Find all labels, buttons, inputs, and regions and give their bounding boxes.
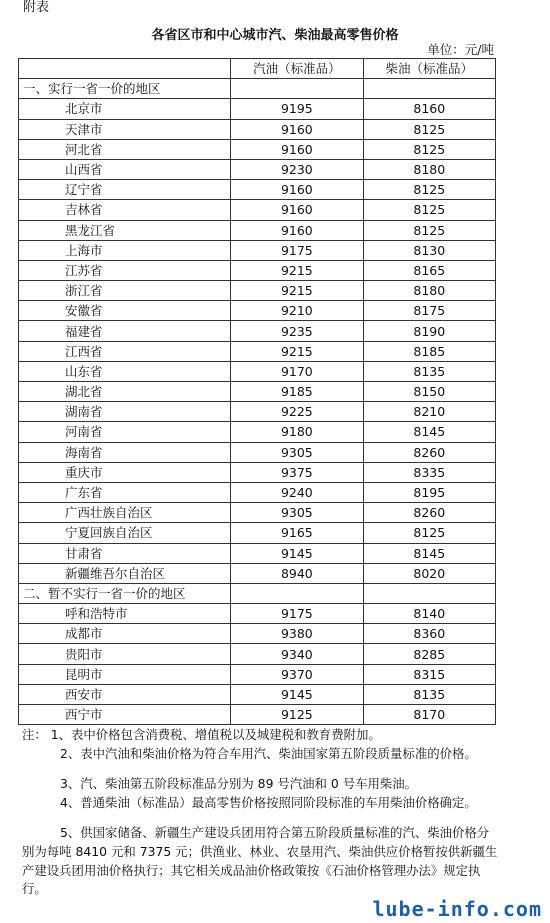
region-name-cell: 昆明市 [19,664,231,684]
table-row [19,503,496,523]
table-row [19,301,496,321]
table-row [19,523,496,543]
table-row [19,139,496,159]
gasoline-price-cell: 9195 [231,99,363,119]
gasoline-price-cell: 8940 [231,563,363,583]
table-row [19,664,496,684]
diesel-price-cell: 8165 [363,260,495,280]
region-name-cell: 湖南省 [19,402,231,422]
gasoline-price-cell: 9370 [231,664,363,684]
gasoline-price-cell: 9175 [231,604,363,624]
table-row [19,220,496,240]
region-name-cell: 山东省 [19,361,231,381]
region-name-cell: 呼和浩特市 [19,604,231,624]
price-table [18,58,496,725]
region-name-cell: 天津市 [19,119,231,139]
gasoline-price-cell: 9215 [231,341,363,361]
header-cell-diesel: 柴油（标准品） [363,59,495,79]
diesel-price-cell: 8125 [363,200,495,220]
note-3: 3、汽、柴油第五阶段标准品分别为 89 号汽油和 0 号车用柴油。 [60,776,418,792]
region-name-cell: 广东省 [19,482,231,502]
region-name-cell: 江苏省 [19,260,231,280]
table-row [19,684,496,704]
region-name-cell: 辽宁省 [19,180,231,200]
gasoline-price-cell: 9305 [231,503,363,523]
diesel-price-cell: 8020 [363,563,495,583]
empty-cell [363,583,495,603]
region-name-cell: 福建省 [19,321,231,341]
table-row [19,200,496,220]
note-2: 2、表中汽油和柴油价格为符合车用汽、柴油国家第五阶段质量标准的价格。 [60,745,477,761]
table-row [19,180,496,200]
gasoline-price-cell: 9380 [231,624,363,644]
table-row [19,382,496,402]
empty-cell [231,79,363,99]
diesel-price-cell: 8140 [363,604,495,624]
table-row [19,462,496,482]
table-row [19,644,496,664]
diesel-price-cell: 8195 [363,482,495,502]
gasoline-price-cell: 9160 [231,200,363,220]
table-row [19,119,496,139]
table-row [19,563,496,583]
table-row [19,159,496,179]
diesel-price-cell: 8125 [363,523,495,543]
gasoline-price-cell: 9375 [231,462,363,482]
diesel-price-cell: 8260 [363,503,495,523]
table-row [19,281,496,301]
table-section-row [19,79,496,99]
gasoline-price-cell: 9160 [231,119,363,139]
diesel-price-cell: 8135 [363,361,495,381]
region-name-cell: 新疆维吾尔自治区 [19,563,231,583]
notes-section [22,726,498,899]
region-name-cell: 北京市 [19,99,231,119]
gasoline-price-cell: 9180 [231,422,363,442]
note-1: 注： 1、表中价格包含消费税、增值税以及城建税和教育费附加。 [22,727,381,742]
gasoline-price-cell: 9175 [231,240,363,260]
diesel-price-cell: 8145 [363,543,495,563]
gasoline-price-cell: 9230 [231,159,363,179]
diesel-price-cell: 8160 [363,99,495,119]
region-name-cell: 河南省 [19,422,231,442]
note-4: 4、普通柴油（标准品）最高零售价格按照同阶段标准的车用柴油价格确定。 [60,794,477,810]
diesel-price-cell: 8125 [363,139,495,159]
diesel-price-cell: 8210 [363,402,495,422]
gasoline-price-cell: 9210 [231,301,363,321]
price-table-body [19,59,496,725]
region-name-cell: 西安市 [19,684,231,704]
empty-cell [363,79,495,99]
region-name-cell: 甘肃省 [19,543,231,563]
table-row [19,99,496,119]
table-row [19,705,496,725]
table-header-row [19,59,496,79]
watermark-logo: lube-info.com [372,897,542,921]
table-row [19,240,496,260]
gasoline-price-cell: 9215 [231,281,363,301]
gasoline-price-cell: 9160 [231,220,363,240]
region-name-cell: 广西壮族自治区 [19,503,231,523]
region-name-cell: 西宁市 [19,705,231,725]
table-row [19,543,496,563]
region-name-cell: 河北省 [19,139,231,159]
table-row [19,341,496,361]
diesel-price-cell: 8285 [363,644,495,664]
region-name-cell: 湖北省 [19,382,231,402]
table-row [19,361,496,381]
gasoline-price-cell: 9185 [231,382,363,402]
diesel-price-cell: 8135 [363,684,495,704]
region-name-cell: 上海市 [19,240,231,260]
gasoline-price-cell: 9235 [231,321,363,341]
table-row [19,624,496,644]
gasoline-price-cell: 9340 [231,644,363,664]
diesel-price-cell: 8125 [363,180,495,200]
gasoline-price-cell: 9145 [231,684,363,704]
diesel-price-cell: 8335 [363,462,495,482]
section-label: 二、暂不实行一省一价的地区 [19,583,231,603]
gasoline-price-cell: 9125 [231,705,363,725]
gasoline-price-cell: 9145 [231,543,363,563]
region-name-cell: 安徽省 [19,301,231,321]
table-row [19,604,496,624]
gasoline-price-cell: 9240 [231,482,363,502]
region-name-cell: 宁夏回族自治区 [19,523,231,543]
diesel-price-cell: 8150 [363,382,495,402]
table-row [19,422,496,442]
region-name-cell: 海南省 [19,442,231,462]
region-name-cell: 重庆市 [19,462,231,482]
appendix-label: 附表 [23,0,50,15]
diesel-price-cell: 8360 [363,624,495,644]
empty-cell [231,583,363,603]
table-row [19,260,496,280]
unit-label: 单位：元/吨 [427,42,494,57]
diesel-price-cell: 8180 [363,281,495,301]
region-name-cell: 山西省 [19,159,231,179]
diesel-price-cell: 8175 [363,301,495,321]
diesel-price-cell: 8170 [363,705,495,725]
section-label: 一、实行一省一价的地区 [19,79,231,99]
region-name-cell: 吉林省 [19,200,231,220]
diesel-price-cell: 8145 [363,422,495,442]
region-name-cell: 黑龙江省 [19,220,231,240]
gasoline-price-cell: 9165 [231,523,363,543]
region-name-cell: 浙江省 [19,281,231,301]
region-name-cell: 江西省 [19,341,231,361]
document-title: 各省区市和中心城市汽、柴油最高零售价格 [151,28,399,43]
header-cell-gasoline: 汽油（标准品） [231,59,363,79]
diesel-price-cell: 8125 [363,119,495,139]
diesel-price-cell: 8125 [363,220,495,240]
gasoline-price-cell: 9160 [231,180,363,200]
table-row [19,321,496,341]
diesel-price-cell: 8260 [363,442,495,462]
note-5: 5、供国家储备、新疆生产建设兵团用符合第五阶段质量标准的汽、柴油价格分别为每吨 8410 元和 7375 元；供渔业、林业、农垦用汽、柴油供应价格暂按供新疆生产建设兵团用油价格执行；其它相关成品油价格政策按《石油价格管理办法》规定执行。 [22,825,498,897]
diesel-price-cell: 8315 [363,664,495,684]
gasoline-price-cell: 9215 [231,260,363,280]
gasoline-price-cell: 9170 [231,361,363,381]
table-row [19,442,496,462]
diesel-price-cell: 8190 [363,321,495,341]
diesel-price-cell: 8130 [363,240,495,260]
diesel-price-cell: 8185 [363,341,495,361]
diesel-price-cell: 8180 [363,159,495,179]
region-name-cell: 贵阳市 [19,644,231,664]
header-cell-region [19,59,231,79]
gasoline-price-cell: 9160 [231,139,363,159]
gasoline-price-cell: 9305 [231,442,363,462]
table-section-row [19,583,496,603]
region-name-cell: 成都市 [19,624,231,644]
table-row [19,482,496,502]
gasoline-price-cell: 9225 [231,402,363,422]
table-row [19,402,496,422]
